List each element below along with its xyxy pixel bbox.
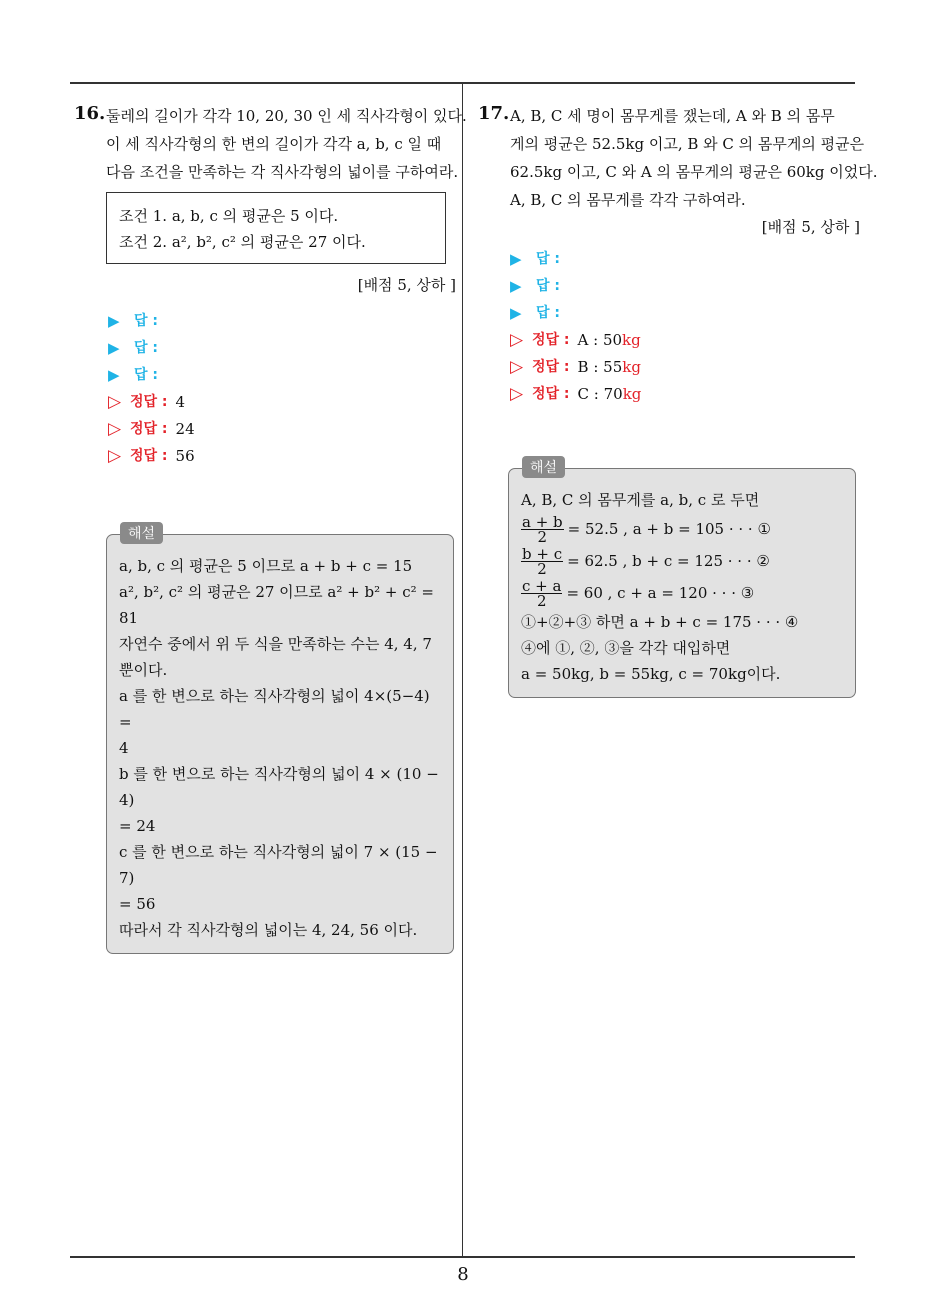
question-text: [510, 102, 860, 130]
correct-answer-label: 정답 :: [130, 421, 168, 437]
answer-label: 답 :: [536, 305, 560, 321]
fraction-equation: [521, 577, 843, 609]
answer-input-row[interactable]: [108, 335, 456, 362]
question-line: A, B, C 세 명이 몸무게를 쟀는데, A 와 B 의 몸무: [510, 107, 835, 125]
fraction-numerator: b + c: [522, 544, 563, 563]
condition-line: 조건 2. a², b², c² 의 평균은 27 이다.: [119, 233, 366, 251]
explanation-line: = 56: [119, 895, 156, 913]
outline-triangle-icon: ▷: [510, 330, 524, 350]
question-line: 다음 조건을 만족하는 각 직사각형의 넓이를 구하여라.: [106, 163, 459, 181]
correct-answer-value: 24: [175, 420, 195, 438]
explanation-box: [106, 534, 454, 954]
play-triangle-icon: ▶: [108, 312, 120, 330]
explanation-line: 뿐이다.: [119, 661, 168, 679]
outline-triangle-icon: ▷: [510, 384, 524, 404]
explanation-panel: [106, 526, 454, 954]
question-text: [106, 102, 467, 186]
fraction: [521, 544, 563, 578]
outline-triangle-icon: ▷: [108, 446, 122, 466]
correct-answer-row: [108, 416, 456, 443]
correct-answer-label: 정답 :: [130, 448, 168, 464]
correct-answer-row: [510, 381, 860, 408]
explanation-line: a 를 한 변으로 하는 직사각형의 넓이 4×(5−4) =: [119, 687, 430, 731]
explanation-line: ①+②+③ 하면 a + b + c = 175 · · · ④: [521, 613, 799, 631]
answer-label: 답 :: [134, 313, 158, 329]
answer-label: 답 :: [134, 367, 158, 383]
play-triangle-icon: ▶: [108, 366, 120, 384]
explanation-line: = 24: [119, 817, 156, 835]
question-line: 이 세 직사각형의 한 변의 길이가 각각 a, b, c 일 때: [106, 135, 442, 153]
play-triangle-icon: ▶: [108, 339, 120, 357]
question-text-continued: [478, 130, 878, 214]
fraction-equation: [521, 545, 843, 577]
fraction-numerator: c + a: [522, 576, 562, 595]
explanation-line: a², b², c² 의 평균은 27 이므로 a² + b² + c² = 81: [119, 583, 434, 627]
outline-triangle-icon: ▷: [108, 392, 122, 412]
question-number: 16.: [74, 103, 106, 124]
fraction-denominator: 2: [537, 527, 548, 546]
column-divider: [462, 82, 463, 1256]
outline-triangle-icon: ▷: [108, 419, 122, 439]
answer-input-row[interactable]: [108, 362, 456, 389]
fraction-denominator: 2: [536, 591, 547, 610]
correct-answer-row: [510, 327, 860, 354]
answer-input-row[interactable]: [108, 308, 456, 335]
correct-answer-label: 정답 :: [532, 359, 570, 375]
correct-answer-value: 56: [175, 447, 195, 465]
outline-triangle-icon: ▷: [510, 357, 524, 377]
score-label: [배점 5, 상하 ]: [761, 218, 860, 236]
correct-answer-label: 정답 :: [532, 332, 570, 348]
explanation-line: 4: [119, 739, 129, 757]
question-line: 62.5kg 이고, C 와 A 의 몸무게의 평균은 60kg 이었다.: [510, 163, 878, 181]
answer-label: 답 :: [536, 251, 560, 267]
explanation-line: c 를 한 변으로 하는 직사각형의 넓이 7 × (15 − 7): [119, 843, 438, 887]
correct-answer-row: [108, 443, 456, 470]
answer-label: 답 :: [134, 340, 158, 356]
condition-line: 조건 1. a, b, c 의 평균은 5 이다.: [119, 207, 339, 225]
question-16: [74, 102, 467, 954]
explanation-line: 따라서 각 직사각형의 넓이는 4, 24, 56 이다.: [119, 921, 418, 939]
question-line: 게의 평균은 52.5kg 이고, B 와 C 의 몸무게의 평균은: [510, 135, 865, 153]
explanation-panel: [508, 460, 856, 698]
answer-list: [478, 246, 860, 408]
play-triangle-icon: ▶: [510, 277, 522, 295]
question-line: A, B, C 의 몸무게를 각각 구하여라.: [510, 191, 746, 209]
explanation-line: b 를 한 변으로 하는 직사각형의 넓이 4 × (10 − 4): [119, 765, 439, 809]
fraction-denominator: 2: [537, 559, 547, 578]
unit-label: kg: [622, 358, 641, 376]
equation-rest: = 52.5 , a + b = 105 · · · ①: [567, 520, 771, 538]
answer-label: 답 :: [536, 278, 560, 294]
answer-input-row[interactable]: [510, 246, 860, 273]
question-line: 둘레의 길이가 각각 10, 20, 30 인 세 직사각형이 있다.: [106, 107, 467, 125]
bottom-rule: [70, 1256, 855, 1258]
correct-answer-label: 정답 :: [130, 394, 168, 410]
equation-rest: = 62.5 , b + c = 125 · · · ②: [567, 552, 770, 570]
answer-input-row[interactable]: [510, 273, 860, 300]
correct-answer-value: 4: [175, 393, 186, 411]
fraction: [521, 576, 562, 610]
score-label: [배점 5, 상하 ]: [357, 276, 456, 294]
fraction-equation: [521, 513, 843, 545]
fraction: [521, 512, 564, 546]
answer-input-row[interactable]: [510, 300, 860, 327]
play-triangle-icon: ▶: [510, 304, 522, 322]
answer-list: [74, 308, 456, 470]
explanation-tag: 해설: [522, 456, 565, 478]
unit-label: kg: [622, 385, 642, 403]
correct-answer-label: 정답 :: [532, 386, 570, 402]
correct-answer-value: A : 50: [577, 331, 623, 349]
explanation-line: ④에 ①, ②, ③을 각각 대입하면: [521, 639, 731, 657]
page-number: 8: [457, 1264, 469, 1285]
play-triangle-icon: ▶: [510, 250, 522, 268]
explanation-line: a, b, c 의 평균은 5 이므로 a + b + c = 15: [119, 557, 413, 575]
correct-answer-value: C : 70: [577, 385, 623, 403]
explanation-line: 자연수 중에서 위 두 식을 만족하는 수는 4, 4, 7: [119, 635, 432, 653]
correct-answer-row: [510, 354, 860, 381]
condition-box: [106, 192, 446, 264]
explanation-line: a = 50kg, b = 55kg, c = 70kg이다.: [521, 665, 781, 683]
unit-label: kg: [622, 331, 641, 349]
equation-rest: = 60 , c + a = 120 · · · ③: [566, 584, 755, 602]
explanation-box: [508, 468, 856, 698]
question-number: 17.: [478, 103, 510, 124]
explanation-line: A, B, C 의 몸무게를 a, b, c 로 두면: [521, 491, 760, 509]
correct-answer-value: B : 55: [577, 358, 623, 376]
correct-answer-row: [108, 389, 456, 416]
question-17: [478, 102, 878, 698]
explanation-tag: 해설: [120, 522, 163, 544]
fraction-numerator: a + b: [522, 512, 563, 531]
